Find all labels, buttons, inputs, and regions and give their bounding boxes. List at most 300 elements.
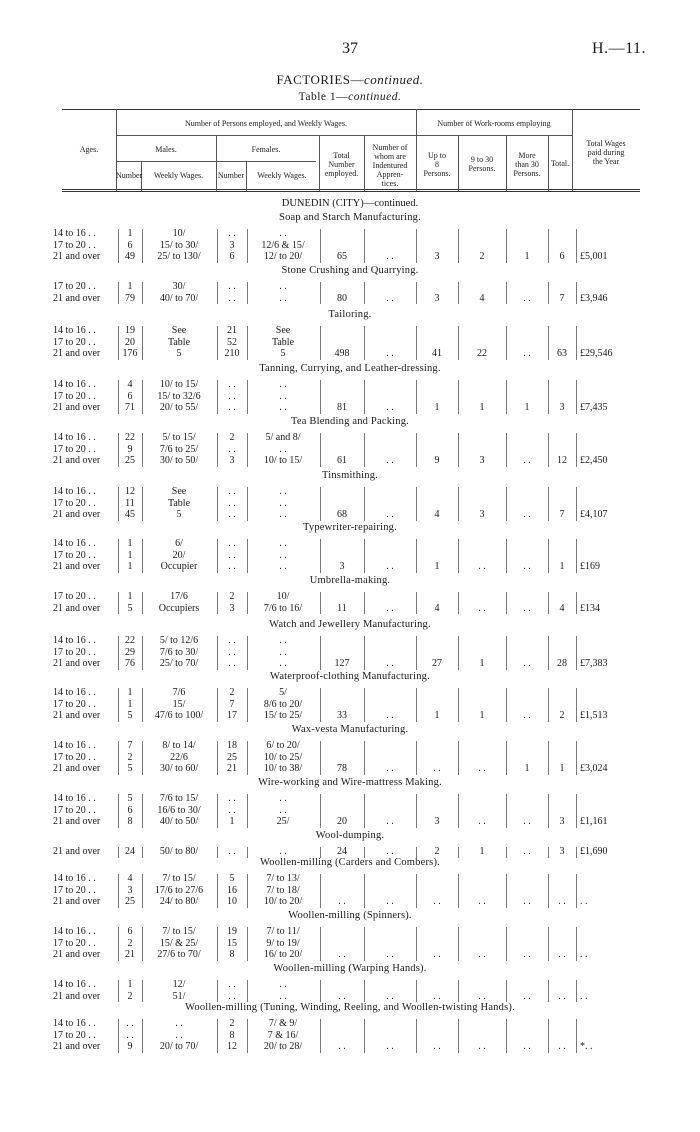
cell-female-wages: . . [279, 402, 287, 413]
cell-nine-to-30: 22 [477, 348, 487, 359]
cell-up-to-8: 1 [434, 402, 440, 413]
cell-female-number: . . [228, 793, 236, 804]
cell-female-number: 210 [224, 348, 240, 359]
cell-male-wages: 20/ [172, 549, 186, 561]
cell-total-employed: 65 [337, 251, 347, 262]
cell-female-number: 2 [229, 1018, 235, 1029]
cell-age: 17 to 20 . . [53, 804, 96, 816]
cell-indentured: . . [386, 949, 394, 960]
cell-nine-to-30: 3 [479, 455, 485, 466]
section-heading: Tea Blending and Packing. [291, 416, 409, 427]
cell-female-wages: . . [279, 646, 287, 658]
cell-total-wages: £7,435 [580, 402, 608, 413]
cell-male-number: 6 [127, 239, 133, 251]
cell-female-wages: 7/ to 11/ [266, 926, 300, 937]
subtitle-text: Table 1— [298, 91, 349, 103]
cell-total-wages: £3,946 [580, 292, 608, 304]
cell-age: 14 to 16 . . [53, 538, 96, 549]
cell-female-wages: . . [279, 497, 287, 509]
cell-male-number: 9 [127, 443, 133, 455]
cell-female-wages: 10/ to 25/ [263, 751, 303, 763]
cell-male-wages: 51/ [172, 990, 186, 1002]
cell-more-than-30: . . [523, 710, 531, 721]
cell-male-number: 2 [127, 751, 133, 763]
cell-female-number: 7 [229, 698, 235, 710]
cell-total-employed: 61 [337, 455, 347, 466]
cell-total-employed: 3 [339, 561, 345, 572]
cell-age: 21 and over [53, 402, 101, 413]
cell-female-number: 10 [227, 896, 237, 907]
section-heading: Wool-dumping. [315, 830, 385, 841]
cell-nine-to-30: 3 [479, 509, 485, 520]
section-heading: Watch and Jewellery Manufacturing. [269, 619, 431, 630]
cell-female-wages: 8/6 to 20/ [263, 698, 303, 710]
cell-age: 14 to 16 . . [53, 926, 96, 937]
cell-rooms-total: 3 [559, 846, 565, 857]
cell-female-wages: 10/ to 20/ [263, 896, 303, 907]
cell-female-wages: 5/ and 8/ [265, 432, 301, 443]
cell-age: 14 to 16 . . [53, 432, 96, 443]
cell-male-number: 6 [127, 926, 133, 937]
table-subtitle [0, 91, 700, 103]
cell-more-than-30: . . [523, 990, 531, 1002]
cell-female-number: 6 [229, 251, 235, 262]
total-employed-line1: Total [333, 151, 350, 160]
indentured-line1: Number of [372, 143, 408, 152]
header-indentured [364, 143, 416, 188]
cell-male-number: 1 [127, 228, 133, 239]
cell-male-number: 19 [125, 325, 135, 336]
page-number: 37 [342, 40, 358, 57]
cell-female-number: . . [228, 990, 236, 1002]
cell-more-than-30: . . [523, 348, 531, 359]
cell-female-wages: . . [279, 292, 287, 304]
cell-female-wages: . . [279, 281, 287, 292]
cell-up-to-8: . . [433, 990, 441, 1002]
cell-indentured: . . [386, 292, 394, 304]
cell-total-wages: £1,513 [580, 710, 608, 721]
cell-female-number: 8 [229, 949, 235, 960]
cell-female-wages: 15/ to 25/ [263, 710, 303, 721]
cell-female-wages: 7 & 16/ [267, 1029, 299, 1041]
cell-female-number: 3 [229, 602, 235, 614]
cell-female-number: . . [228, 538, 236, 549]
cell-female-number: 1 [229, 816, 235, 827]
cell-age: 14 to 16 . . [53, 1018, 96, 1029]
cell-total-wages: *. . [580, 1041, 593, 1052]
city-heading: DUNEDIN (CITY)—continued. [281, 198, 419, 209]
cell-age: 14 to 16 . . [53, 979, 96, 990]
cell-male-number: 76 [125, 658, 135, 669]
cell-male-wages: 7/ to 15/ [162, 873, 196, 884]
header-female-number: Number [217, 171, 245, 180]
cell-nine-to-30: . . [478, 561, 486, 572]
cell-female-wages: . . [279, 443, 287, 455]
cell-male-number: 8 [127, 816, 133, 827]
cell-male-wages: 5 [176, 509, 182, 520]
cell-age: 17 to 20 . . [53, 443, 96, 455]
cell-male-wages: 30/ [172, 281, 186, 292]
header-up-to-8 [416, 151, 458, 178]
cell-male-wages: 20/ to 55/ [159, 402, 199, 413]
cell-female-wages: 7/ & 9/ [268, 1018, 298, 1029]
cell-total-wages: £2,450 [580, 455, 608, 466]
section-heading: Tanning, Currying, and Leather-dressing. [259, 363, 441, 374]
cell-female-number: . . [228, 561, 236, 572]
cell-more-than-30: . . [523, 896, 531, 907]
cell-more-than-30: . . [523, 292, 531, 304]
cell-female-number: 15 [227, 937, 237, 949]
cell-age: 17 to 20 . . [53, 549, 96, 561]
cell-female-wages: 6/ to 20/ [266, 740, 300, 751]
header-male-number: Number [116, 171, 143, 180]
cell-female-number: . . [228, 443, 236, 455]
cell-male-wages: 50/ to 80/ [159, 846, 199, 857]
section-heading: Woollen-milling (Spinners). [288, 910, 412, 921]
cell-male-number: 3 [127, 884, 133, 896]
cell-male-number: 24 [125, 846, 135, 857]
cell-total-employed: 24 [337, 846, 347, 857]
cell-up-to-8: 3 [434, 251, 440, 262]
cell-male-wages: 27/6 to 70/ [157, 949, 201, 960]
cell-more-than-30: . . [523, 509, 531, 520]
cell-female-wages: 16/ to 20/ [263, 949, 303, 960]
cell-male-wages: 15/ & 25/ [159, 937, 199, 949]
cell-age: 21 and over [53, 292, 101, 304]
cell-age: 21 and over [53, 251, 101, 262]
cell-rooms-total: 7 [559, 509, 565, 520]
cell-male-number: 4 [127, 379, 133, 390]
header-persons-group: Number of Persons employed, and Weekly Wages. [185, 119, 347, 128]
cell-female-wages: 5 [280, 348, 286, 359]
cell-male-wages: 30/ to 60/ [159, 763, 199, 774]
cell-total-wages: £4,107 [580, 509, 608, 520]
cell-age: 14 to 16 . . [53, 687, 96, 698]
cell-female-wages: . . [279, 561, 287, 572]
column-header [62, 109, 640, 191]
cell-up-to-8: . . [433, 1041, 441, 1052]
cell-female-wages: See [275, 325, 291, 336]
cell-nine-to-30: 2 [479, 251, 485, 262]
cell-male-number: 22 [125, 432, 135, 443]
cell-male-number: 1 [127, 687, 133, 698]
cell-female-wages: 12/6 & 15/ [261, 239, 305, 251]
cell-female-number: . . [228, 281, 236, 292]
page-header [0, 40, 700, 64]
cell-up-to-8: 4 [434, 602, 440, 614]
cell-male-wages: 16/6 to 30/ [157, 804, 201, 816]
cell-total-wages: £7,383 [580, 658, 608, 669]
wages-line3: the Year [592, 157, 620, 166]
header-males: Males. [155, 145, 177, 154]
cell-female-number: . . [228, 804, 236, 816]
upto8-line3: Persons. [423, 169, 451, 178]
cell-female-number: . . [228, 846, 236, 857]
cell-female-number: 2 [229, 687, 235, 698]
title-italic: continued. [364, 72, 424, 87]
cell-male-wages: 8/ to 14/ [162, 740, 196, 751]
section-heading: Typewriter-repairing. [303, 522, 397, 533]
cell-male-number: 1 [127, 561, 133, 572]
section-heading: Wire-working and Wire-mattress Making. [258, 777, 442, 788]
cell-female-wages: . . [279, 390, 287, 402]
cell-more-than-30: 1 [524, 251, 530, 262]
cell-male-number: 5 [127, 602, 133, 614]
cell-indentured: . . [386, 658, 394, 669]
indentured-line3: Indentured [372, 161, 408, 170]
cell-age: 21 and over [53, 990, 101, 1002]
cell-male-wages: 15/ to 30/ [159, 239, 199, 251]
cell-female-number: . . [228, 292, 236, 304]
cell-age: 17 to 20 . . [53, 239, 96, 251]
cell-total-employed: . . [338, 1041, 346, 1052]
cell-total-wages: £1,690 [580, 846, 608, 857]
cell-nine-to-30: . . [478, 990, 486, 1002]
cell-female-number: . . [228, 979, 236, 990]
cell-rooms-total: . . [558, 949, 566, 960]
cell-female-wages: . . [279, 846, 287, 857]
section-heading: Umbrella-making. [309, 575, 391, 586]
cell-age: 17 to 20 . . [53, 591, 96, 602]
cell-female-wages: . . [279, 979, 287, 990]
cell-rooms-total: 63 [557, 348, 567, 359]
cell-female-wages: 12/ to 20/ [263, 251, 303, 262]
cell-male-number: 45 [125, 509, 135, 520]
cell-age: 17 to 20 . . [53, 497, 96, 509]
cell-male-wages: 25/ to 130/ [157, 251, 201, 262]
cell-female-wages: . . [279, 990, 287, 1002]
cell-rooms-total: 1 [559, 763, 565, 774]
cell-male-wages: 22/6 [170, 751, 188, 763]
cell-female-number: 12 [227, 1041, 237, 1052]
cell-indentured: . . [386, 348, 394, 359]
cell-male-number: 7 [127, 740, 133, 751]
header-ages: Ages. [79, 145, 99, 154]
cell-indentured: . . [386, 402, 394, 413]
cell-total-wages: £5,001 [580, 251, 608, 262]
cell-more-than-30: . . [523, 602, 531, 614]
wages-line2: paid during [587, 148, 625, 157]
cell-male-number: 6 [127, 390, 133, 402]
cell-female-wages: . . [279, 486, 287, 497]
header-rooms-total: Total. [550, 159, 570, 168]
cell-total-wages: £1,161 [580, 816, 608, 827]
cell-age: 21 and over [53, 1041, 101, 1052]
cell-rooms-total: 12 [557, 455, 567, 466]
cell-total-wages: . . [580, 949, 588, 960]
cell-rooms-total: 7 [559, 292, 565, 304]
cell-more-than-30: . . [523, 846, 531, 857]
cell-indentured: . . [386, 896, 394, 907]
cell-female-wages: . . [279, 804, 287, 816]
cell-male-number: . . [126, 1029, 134, 1041]
header-females: Females. [251, 145, 281, 154]
cell-age: 21 and over [53, 348, 101, 359]
cell-male-number: 1 [127, 591, 133, 602]
cell-female-number: 3 [229, 239, 235, 251]
cell-more-than-30: . . [523, 658, 531, 669]
cell-rooms-total: . . [558, 896, 566, 907]
cell-female-number: . . [228, 390, 236, 402]
cell-more-than-30: . . [523, 455, 531, 466]
cell-total-employed: 80 [337, 292, 347, 304]
cell-male-wages: See [171, 325, 187, 336]
cell-male-number: 12 [125, 486, 135, 497]
cell-age: 14 to 16 . . [53, 379, 96, 390]
cell-female-wages: Table [271, 336, 295, 348]
cell-female-number: 2 [229, 432, 235, 443]
header-rooms-group: Number of Work-rooms employing [437, 119, 551, 128]
cell-age: 21 and over [53, 816, 101, 827]
cell-female-wages: . . [279, 658, 287, 669]
cell-female-number: 18 [227, 740, 237, 751]
cell-male-wages: 47/6 to 100/ [154, 710, 204, 721]
cell-up-to-8: 4 [434, 509, 440, 520]
cell-male-wages: 40/ to 70/ [159, 292, 199, 304]
cell-female-wages: 10/ to 38/ [263, 763, 303, 774]
cell-age: 17 to 20 . . [53, 646, 96, 658]
cell-total-employed: . . [338, 896, 346, 907]
header-male-wages: Weekly Wages. [153, 171, 204, 180]
cell-nine-to-30: . . [478, 816, 486, 827]
cell-up-to-8: . . [433, 896, 441, 907]
cell-age: 21 and over [53, 455, 101, 466]
cell-age: 17 to 20 . . [53, 281, 96, 292]
cell-male-number: 5 [127, 710, 133, 721]
cell-nine-to-30: . . [478, 602, 486, 614]
indentured-line4: Appren- [376, 170, 404, 179]
cell-female-number: . . [228, 509, 236, 520]
cell-female-wages: 10/ [276, 591, 290, 602]
cell-female-wages: 7/6 to 16/ [263, 602, 303, 614]
cell-male-wages: . . [175, 1018, 183, 1029]
cell-male-wages: 20/ to 70/ [159, 1041, 199, 1052]
title-text: FACTORIES— [276, 72, 365, 87]
cell-female-wages: . . [279, 538, 287, 549]
cell-female-number: 21 [227, 325, 237, 336]
cell-more-than-30: 1 [524, 763, 530, 774]
cell-female-number: 19 [227, 926, 237, 937]
cell-male-number: 2 [127, 990, 133, 1002]
cell-age: 21 and over [53, 509, 101, 520]
cell-female-wages: 7/ to 13/ [266, 873, 300, 884]
cell-total-wages: . . [580, 990, 588, 1002]
cell-up-to-8: 3 [434, 292, 440, 304]
cell-male-number: 176 [122, 348, 138, 359]
cell-rooms-total: 3 [559, 402, 565, 413]
cell-male-wages: 17/6 [170, 591, 188, 602]
cell-male-wages: 30/ to 50/ [159, 455, 199, 466]
cell-nine-to-30: . . [478, 896, 486, 907]
cell-rooms-total: . . [558, 1041, 566, 1052]
cell-total-employed: 78 [337, 763, 347, 774]
cell-female-wages: . . [279, 379, 287, 390]
cell-up-to-8: 9 [434, 455, 440, 466]
cell-male-wages: 7/6 to 25/ [159, 443, 199, 455]
cell-female-number: . . [228, 635, 236, 646]
cell-male-number: 1 [127, 538, 133, 549]
cell-female-number: . . [228, 549, 236, 561]
cell-male-number: 25 [125, 896, 135, 907]
cell-age: 17 to 20 . . [53, 884, 96, 896]
cell-female-number: 17 [227, 710, 237, 721]
cell-female-wages: . . [279, 793, 287, 804]
cell-indentured: . . [386, 509, 394, 520]
cell-indentured: . . [386, 763, 394, 774]
cell-total-employed: 68 [337, 509, 347, 520]
cell-up-to-8: 3 [434, 816, 440, 827]
cell-rooms-total: 28 [557, 658, 567, 669]
header-female-wages: Weekly Wages. [257, 171, 307, 180]
cell-male-number: 1 [127, 698, 133, 710]
cell-male-number: . . [126, 1018, 134, 1029]
cell-indentured: . . [386, 602, 394, 614]
section-heading: Wax-vesta Manufacturing. [291, 724, 409, 735]
cell-female-number: 52 [227, 336, 237, 348]
cell-more-than-30: . . [523, 561, 531, 572]
cell-male-wages: 5/ to 15/ [162, 432, 196, 443]
cell-indentured: . . [386, 455, 394, 466]
cell-male-wages: 5/ to 12/6 [159, 635, 199, 646]
cell-male-wages: Table [167, 497, 191, 509]
cell-nine-to-30: . . [478, 763, 486, 774]
cell-male-number: 21 [125, 949, 135, 960]
cell-male-wages: 12/ [172, 979, 186, 990]
cell-total-employed: 20 [337, 816, 347, 827]
cell-up-to-8: 41 [432, 348, 442, 359]
cell-male-wages: 7/6 [172, 687, 186, 698]
cell-male-number: 1 [127, 979, 133, 990]
cell-nine-to-30: 4 [479, 292, 485, 304]
cell-male-number: 71 [125, 402, 135, 413]
cell-more-than-30: 1 [524, 402, 530, 413]
header-total-employed [319, 151, 364, 178]
cell-male-wages: 7/ to 15/ [162, 926, 196, 937]
cell-female-wages: 9/ to 19/ [266, 937, 300, 949]
cell-female-number: . . [228, 486, 236, 497]
cell-age: 21 and over [53, 561, 101, 572]
cell-female-wages: 20/ to 28/ [263, 1041, 303, 1052]
cell-male-number: 49 [125, 251, 135, 262]
cell-male-wages: Table [167, 336, 191, 348]
total-employed-line2: Number [328, 160, 355, 169]
cell-male-wages: 25/ to 70/ [159, 658, 199, 669]
wages-line1: Total Wages [586, 139, 626, 148]
cell-female-number: 2 [229, 591, 235, 602]
cell-indentured: . . [386, 816, 394, 827]
cell-female-wages: . . [279, 635, 287, 646]
cell-up-to-8: 27 [432, 658, 442, 669]
header-more-than-30 [506, 151, 548, 178]
cell-male-number: 5 [127, 793, 133, 804]
cell-male-wages: See [171, 486, 187, 497]
cell-male-number: 79 [125, 292, 135, 304]
cell-female-number: 3 [229, 455, 235, 466]
cell-total-employed: 498 [334, 348, 350, 359]
cell-female-wages: . . [279, 228, 287, 239]
cell-female-number: . . [228, 646, 236, 658]
nine30-line2: Persons. [468, 164, 496, 173]
cell-total-employed: 11 [337, 602, 347, 614]
cell-indentured: . . [386, 561, 394, 572]
cell-age: 21 and over [53, 896, 101, 907]
cell-male-wages: 40/ to 50/ [159, 816, 199, 827]
section-heading: Tinsmithing. [322, 470, 378, 481]
cell-rooms-total: 4 [559, 602, 565, 614]
cell-male-number: 11 [125, 497, 135, 509]
cell-male-wages: 24/ to 80/ [159, 896, 199, 907]
cell-male-wages: 15/ [172, 698, 186, 710]
